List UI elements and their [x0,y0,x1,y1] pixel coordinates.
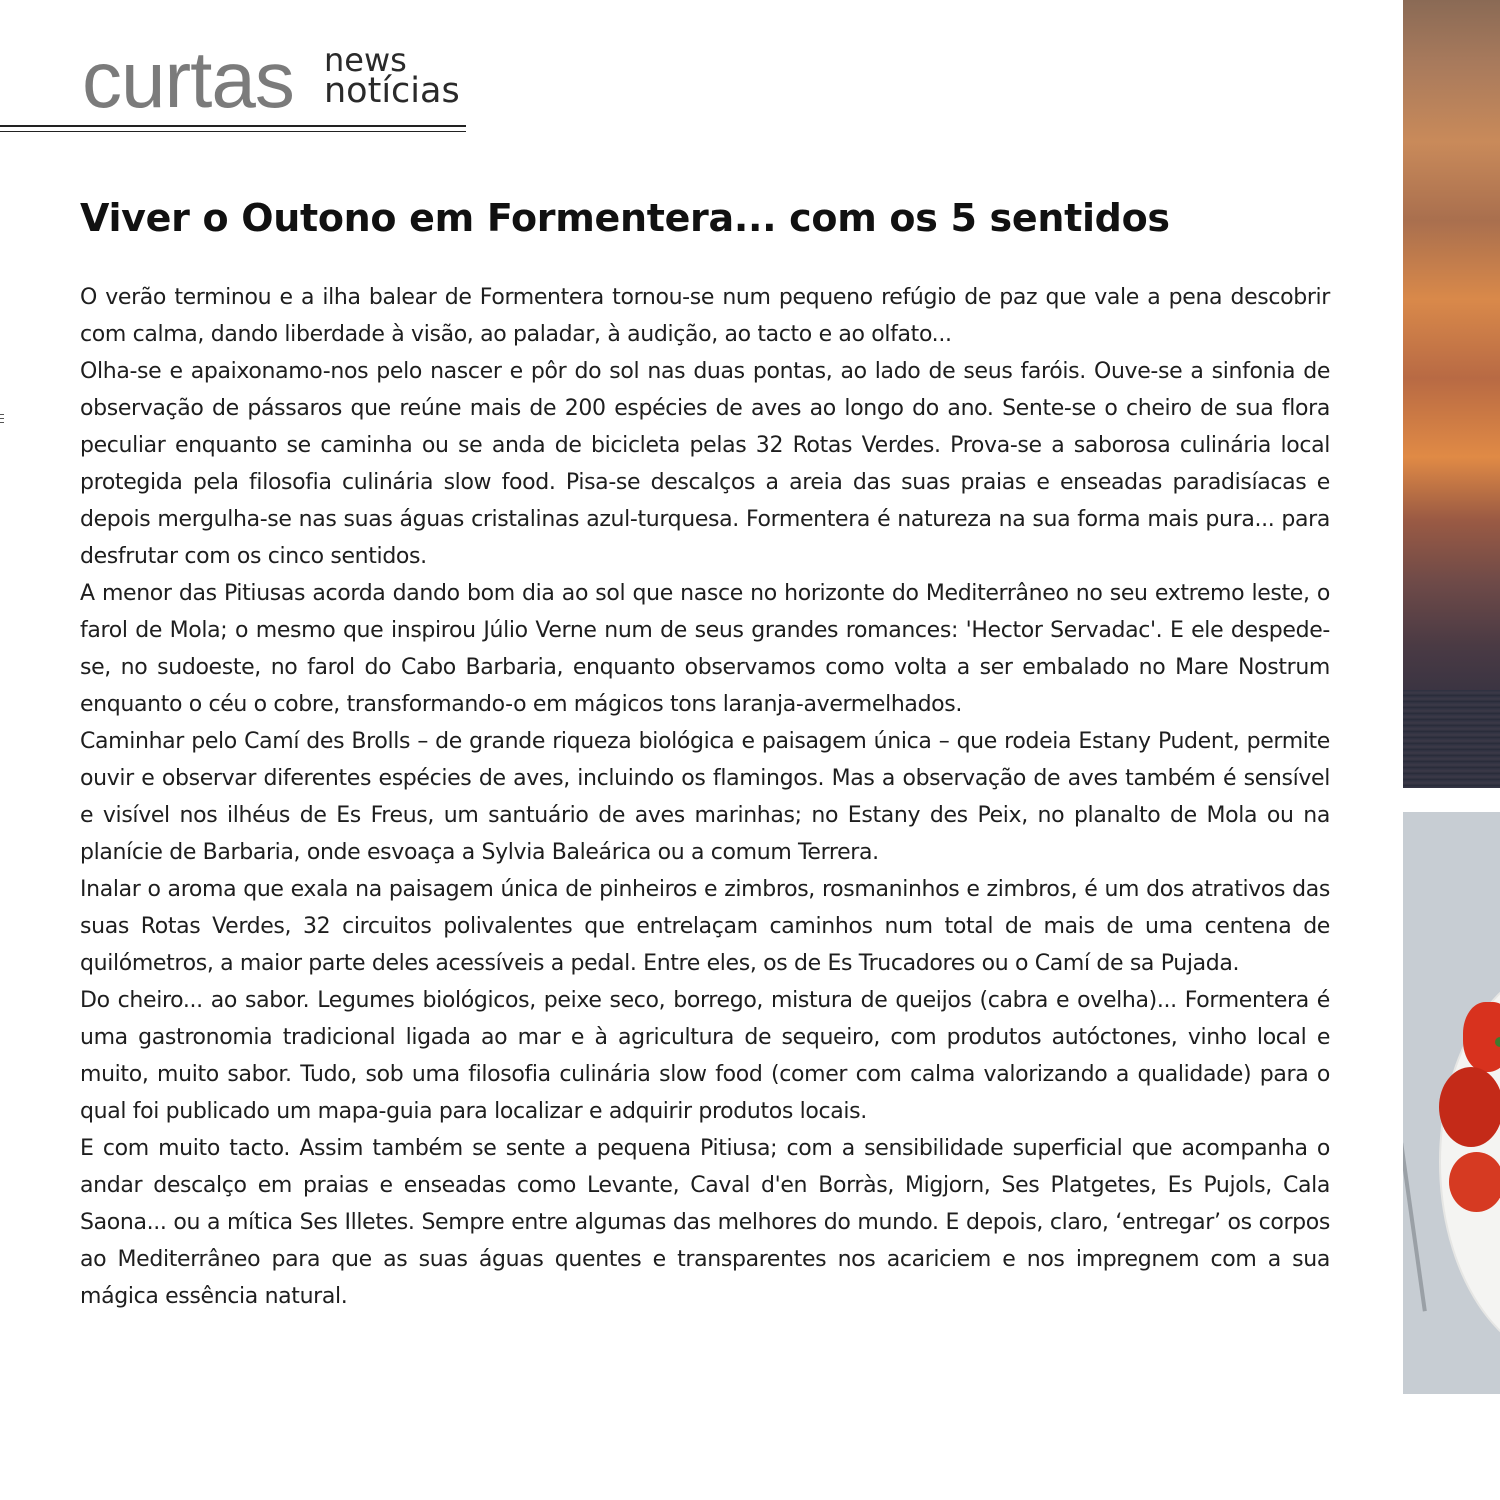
article-paragraph: Caminhar pelo Camí des Brolls – de grande riqueza biológica e paisagem única – que rodeia Estany Pudent, permite ouvir e observar diferentes espécies de aves, incluindo os flamingos. Mas a observação de aves também é sensível e visível nos ilhéus de Es Freus, um santuário de aves marinhas; no Estany des Peix, no planalto de Mola ou na planície de Barbaria, onde esvoaça a Sylvia Baleárica ou a comum Terrera. [80,729,1330,865]
article-paragraph: Inalar o aroma que exala na paisagem única de pinheiros e zimbros, rosmaninhos e zimbros, é um dos atrativos das suas Rotas Verdes, 32 circuitos polivalentes que entrelaçam caminhos num total de mais de uma centena de quilómetros, a maior parte deles acessíveis a pedal. Entre eles, os de Es Trucadores ou o Camí de sa Pujada. [80,877,1330,976]
article-paragraph: E com muito tacto. Assim também se sente a pequena Pitiusa; com a sensibilidade superficial que acompanha o andar descalço em praias e enseadas como Levante, Caval d'en Borràs, Migjorn, Ses Platgetes, Es Pujols, Cala Saona... ou a mítica Ses Illetes. Sempre entre algumas das melhores do mundo. E depois, claro, ‘entregar’ os corpos ao Mediterrâneo para que as suas águas quentes e transparentes nos acariciem e nos impregnem com a sua mágica essência natural. [80,1136,1330,1309]
masthead-rule-thin [0,131,466,132]
sunset-photo-sea [1403,690,1500,788]
food-photo-lobster [1449,1152,1500,1212]
masthead [0,30,470,140]
masthead-noticias: notícias [324,71,460,112]
masthead-rule-thick [0,125,466,127]
food-photo-lobster [1463,1002,1500,1072]
article-title: Viver o Outono em Formentera... com os 5 sentidos [80,196,1170,240]
masthead-curtas: curtas [82,35,294,124]
food-photo [1403,812,1500,1394]
article-paragraph: A menor das Pitiusas acorda dando bom dia ao sol que nasce no horizonte do Mediterrâneo no seu extremo leste, o farol de Mola; o mesmo que inspirou Júlio Verne num de seus grandes romances: 'Hector Servadac'. E ele despede-se, no sudoeste, no farol do Cabo Barbaria, enquanto observamos como volta a ser embalado no Mare Nostrum enquanto o céu o cobre, transformando-o em mágicos tons laranja-avermelhados. [80,581,1330,717]
masthead-news: news [324,41,407,79]
article-paragraph: Do cheiro... ao sabor. Legumes biológicos, peixe seco, borrego, mistura de queijos (cabra e ovelha)... Formentera é uma gastronomia tradicional ligada ao mar e à agricultura de sequeiro, com produtos autóctones, vinho local e muito, muito sabor. Tudo, sob uma filosofia culinária slow food (comer com calma valorizando a qualidade) para o qual foi publicado um mapa-guia para localizar e adquirir produtos locais. [80,988,1330,1124]
food-photo-fork [1403,1143,1427,1312]
article-paragraph: Olha-se e apaixonamo-nos pelo nascer e pôr do sol nas duas pontas, ao lado de seus faróis. Ouve-se a sinfonia de observação de pássaros que reúne mais de 200 espécies de aves ao longo do ano. Sente-se o cheiro de sua flora peculiar enquanto se caminha ou se anda de bicicleta pelas 32 Rotas Verdes. Prova-se a saborosa culinária local protegida pela filosofia culinária slow food. Pisa-se descalços a areia das suas praias e enseadas paradisíacas e depois mergulha-se nas suas águas cristalinas azul-turquesa. Formentera é natureza na sua forma mais pura... para desfrutar com os cinco sentidos. [80,359,1330,569]
sunset-photo [1403,0,1500,788]
masthead-subtitle-stack [324,41,460,112]
food-photo-lobster [1439,1067,1500,1147]
article-paragraph: O verão terminou e a ilha balear de Formentera tornou-se num pequeno refúgio de paz que vale a pena descobrir com calma, dando liberdade à visão, ao paladar, à audição, ao tacto e ao olfato... [80,285,1330,347]
page-edge-mark [0,414,4,415]
article-body [80,279,1330,1315]
food-photo-garnish [1495,1037,1500,1047]
